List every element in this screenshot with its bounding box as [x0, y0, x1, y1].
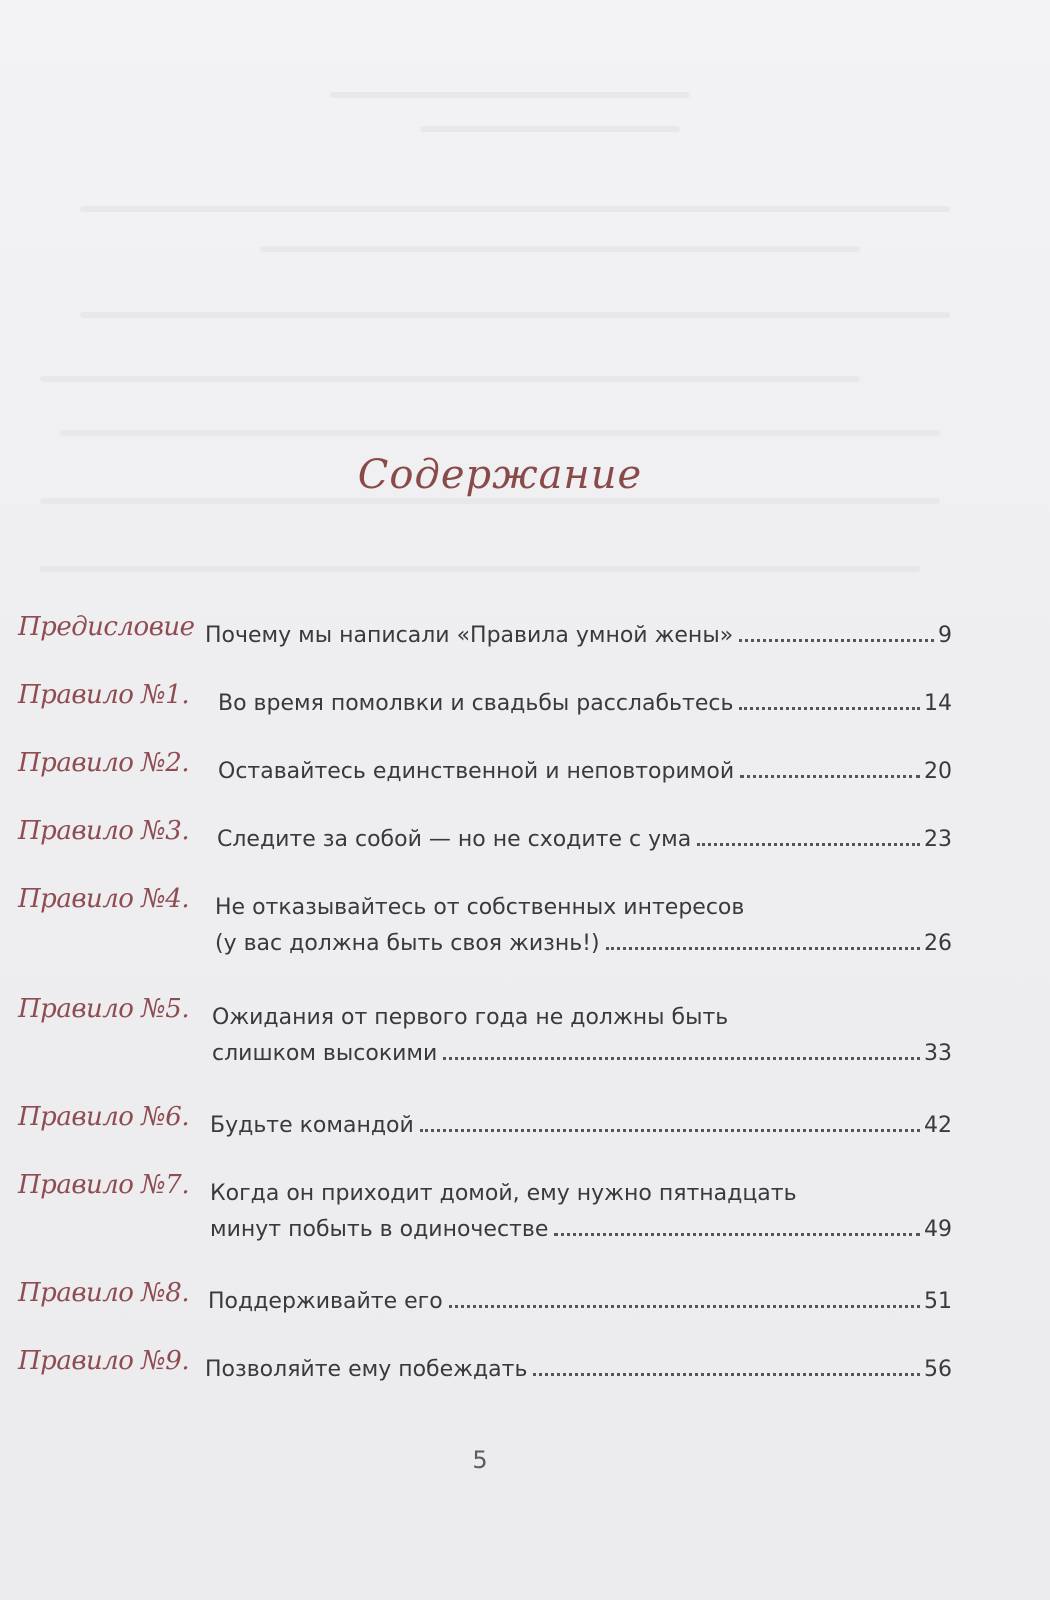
toc-entry-line: [218, 686, 952, 716]
dot-leader: [740, 775, 920, 778]
toc-entry-title: Не отказывайтесь от собственных интересов: [215, 895, 745, 920]
toc-entry-label: Правило №8.: [18, 1278, 190, 1308]
toc-entry-title: Позволяйте ему побеждать: [205, 1357, 528, 1382]
show-through-line: [40, 376, 860, 382]
toc-entry-label: Правило №9.: [18, 1346, 190, 1376]
toc-entry-line: [205, 618, 952, 648]
toc-page-number: 26: [924, 931, 952, 956]
toc-page-number: 33: [924, 1041, 952, 1066]
toc-entry-title: Поддерживайте его: [208, 1289, 443, 1314]
toc-entry-title: (у вас должна быть своя жизнь!): [215, 931, 600, 956]
toc-entry-title: Ожидания от первого года не должны быть: [212, 1005, 729, 1030]
page-number: 5: [472, 1446, 488, 1474]
toc-entry-line: [218, 754, 952, 784]
dot-leader: [739, 639, 934, 642]
toc-page-number: 14: [924, 691, 952, 716]
dot-leader: [449, 1305, 920, 1308]
dot-leader: [420, 1129, 920, 1132]
show-through-line: [80, 206, 950, 212]
toc-entry-label: Правило №3.: [18, 816, 190, 846]
toc-entry-title: слишком высокими: [212, 1041, 438, 1066]
toc-page-number: 9: [938, 623, 952, 648]
toc-entry-line: [205, 1352, 952, 1382]
toc-entry-label: Правило №4.: [18, 884, 190, 914]
toc-page-number: 20: [924, 759, 952, 784]
dot-leader: [739, 707, 920, 710]
toc-page-number: 51: [924, 1289, 952, 1314]
toc-entry-line: [212, 1000, 932, 1030]
show-through-line: [60, 430, 940, 436]
toc-entry-label: Правило №7.: [18, 1170, 190, 1200]
toc-entry-line: [215, 890, 935, 920]
show-through-line: [80, 312, 950, 318]
show-through-line: [40, 566, 920, 572]
toc-entry-title: Во время помолвки и свадьбы расслабьтесь: [218, 691, 734, 716]
toc-entry-title: Будьте командой: [210, 1113, 414, 1138]
toc-entry-label: Предисловие: [18, 612, 195, 642]
dot-leader: [533, 1373, 920, 1376]
page-title: Содержание: [357, 452, 643, 498]
dot-leader: [697, 843, 920, 846]
show-through-line: [40, 498, 940, 504]
toc-entry-title: Следите за собой — но не сходите с ума: [217, 827, 692, 852]
toc-entry-line: [215, 926, 952, 956]
toc-entry-title: Почему мы написали «Правила умной жены»: [205, 623, 734, 648]
toc-entry-label: Правило №5.: [18, 994, 190, 1024]
toc-entry-line: [210, 1212, 952, 1242]
toc-page-number: 42: [924, 1113, 952, 1138]
toc-entry-title: минут побыть в одиночестве: [210, 1217, 549, 1242]
toc-entry-line: [210, 1176, 930, 1206]
show-through-line: [260, 246, 860, 252]
show-through-line: [330, 92, 690, 98]
toc-entry-label: Правило №2.: [18, 748, 190, 778]
toc-entry-label: Правило №6.: [18, 1102, 190, 1132]
toc-entry-line: [208, 1284, 952, 1314]
toc-page-number: 56: [924, 1357, 952, 1382]
toc-entry-label: Правило №1.: [18, 680, 190, 710]
toc-entry-line: [210, 1108, 952, 1138]
toc-entry-title: Когда он приходит домой, ему нужно пятнадцать: [210, 1181, 797, 1206]
dot-leader: [606, 947, 920, 950]
toc-page-number: 49: [924, 1217, 952, 1242]
dot-leader: [443, 1057, 920, 1060]
dot-leader: [554, 1233, 920, 1236]
toc-page-number: 23: [924, 827, 952, 852]
toc-entry-line: [217, 822, 952, 852]
toc-entry-line: [212, 1036, 952, 1066]
toc-entry-title: Оставайтесь единственной и неповторимой: [218, 759, 735, 784]
show-through-line: [420, 126, 680, 132]
